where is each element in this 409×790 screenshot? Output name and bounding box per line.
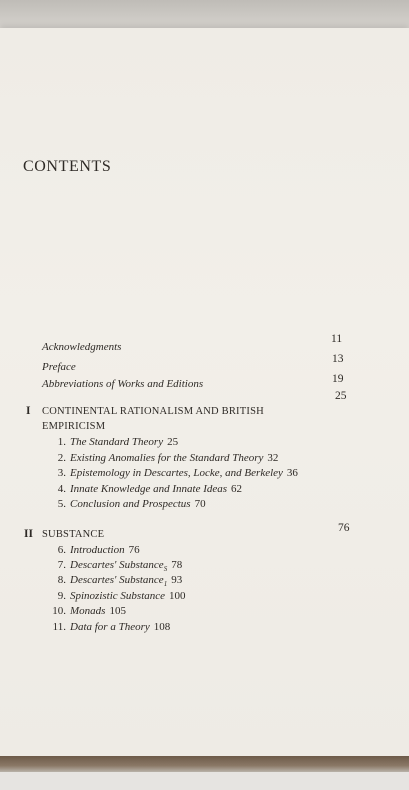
- chapter-title: The Standard Theory: [70, 436, 164, 448]
- chapter-11: [50, 621, 170, 633]
- front-item-acknowledgments: Acknowledgments: [42, 341, 122, 353]
- chapter-number: 7.: [57, 559, 66, 571]
- chapter-title: Innate Knowledge and Innate Ideas: [70, 483, 228, 495]
- chapter-number: 1.: [57, 436, 66, 448]
- part-i-numeral: I: [26, 405, 31, 417]
- part-i-title-line1: CONTINENTAL RATIONALISM AND BRITISH: [42, 406, 264, 417]
- chapter-number: 10.: [52, 605, 66, 617]
- book-page: [0, 28, 409, 758]
- page-bottom-edge: [0, 756, 409, 772]
- front-item-preface: Preface: [42, 361, 76, 373]
- chapter-8: [50, 574, 182, 588]
- front-page-abbreviations: 19: [332, 373, 344, 385]
- chapter-4: [50, 483, 242, 495]
- front-page-acknowledgments: 11: [331, 333, 343, 345]
- front-page-preface: 13: [332, 353, 344, 365]
- chapter-7: [50, 559, 182, 573]
- chapter-page: 100: [169, 590, 186, 602]
- chapter-number: 6.: [57, 544, 66, 556]
- chapter-number: 4.: [57, 483, 66, 495]
- chapter-title: Monads: [70, 605, 106, 617]
- chapter-3: [50, 467, 298, 479]
- chapter-5: [50, 498, 206, 510]
- chapter-page: 25: [167, 436, 179, 448]
- part-i-page: 25: [335, 390, 347, 402]
- chapter-number: 9.: [57, 590, 66, 602]
- chapter-page: 108: [153, 621, 171, 633]
- chapter-6: [50, 544, 140, 556]
- front-item-abbreviations: Abbreviations of Works and Editions: [42, 378, 204, 390]
- chapter-title: Data for a Theory: [70, 621, 150, 633]
- chapter-number: 2.: [57, 452, 66, 464]
- chapter-title: Epistemology in Descartes, Locke, and Berkeley: [70, 467, 283, 479]
- chapter-title: Conclusion and Prospectus: [70, 498, 191, 510]
- chapter-9: [50, 590, 186, 602]
- chapter-page: 93: [171, 574, 183, 586]
- chapter-page: 70: [194, 498, 206, 510]
- chapter-title: Spinozistic Substance: [70, 590, 166, 602]
- chapter-page: 36: [286, 467, 298, 479]
- chapter-page: 105: [109, 605, 126, 617]
- chapter-title: Descartes' Substance: [70, 574, 164, 586]
- part-ii-numeral: II: [24, 528, 33, 540]
- chapter-page: 62: [231, 483, 243, 495]
- chapter-1: [50, 436, 178, 448]
- part-ii-title: SUBSTANCE: [42, 529, 105, 540]
- chapter-page: 76: [128, 544, 140, 556]
- chapter-number: 11.: [52, 621, 66, 633]
- chapter-subscript: S: [163, 565, 168, 574]
- contents-heading: CONTENTS: [23, 158, 112, 175]
- chapter-page: 32: [267, 452, 279, 464]
- chapter-number: 3.: [57, 467, 66, 479]
- chapter-page: 78: [171, 559, 183, 571]
- chapter-2: [50, 452, 278, 464]
- chapter-title: Introduction: [70, 544, 125, 556]
- chapter-title: Existing Anomalies for the Standard Theory: [70, 452, 264, 464]
- chapter-number: 8.: [57, 574, 66, 586]
- background-surface: [0, 772, 409, 790]
- chapter-number: 5.: [57, 498, 66, 510]
- chapter-subscript: 1: [163, 580, 168, 589]
- part-i-title-line2: EMPIRICISM: [42, 421, 106, 432]
- chapter-title: Descartes' Substance: [70, 559, 164, 571]
- part-ii-page: 76: [338, 522, 350, 534]
- chapter-10: [50, 605, 126, 617]
